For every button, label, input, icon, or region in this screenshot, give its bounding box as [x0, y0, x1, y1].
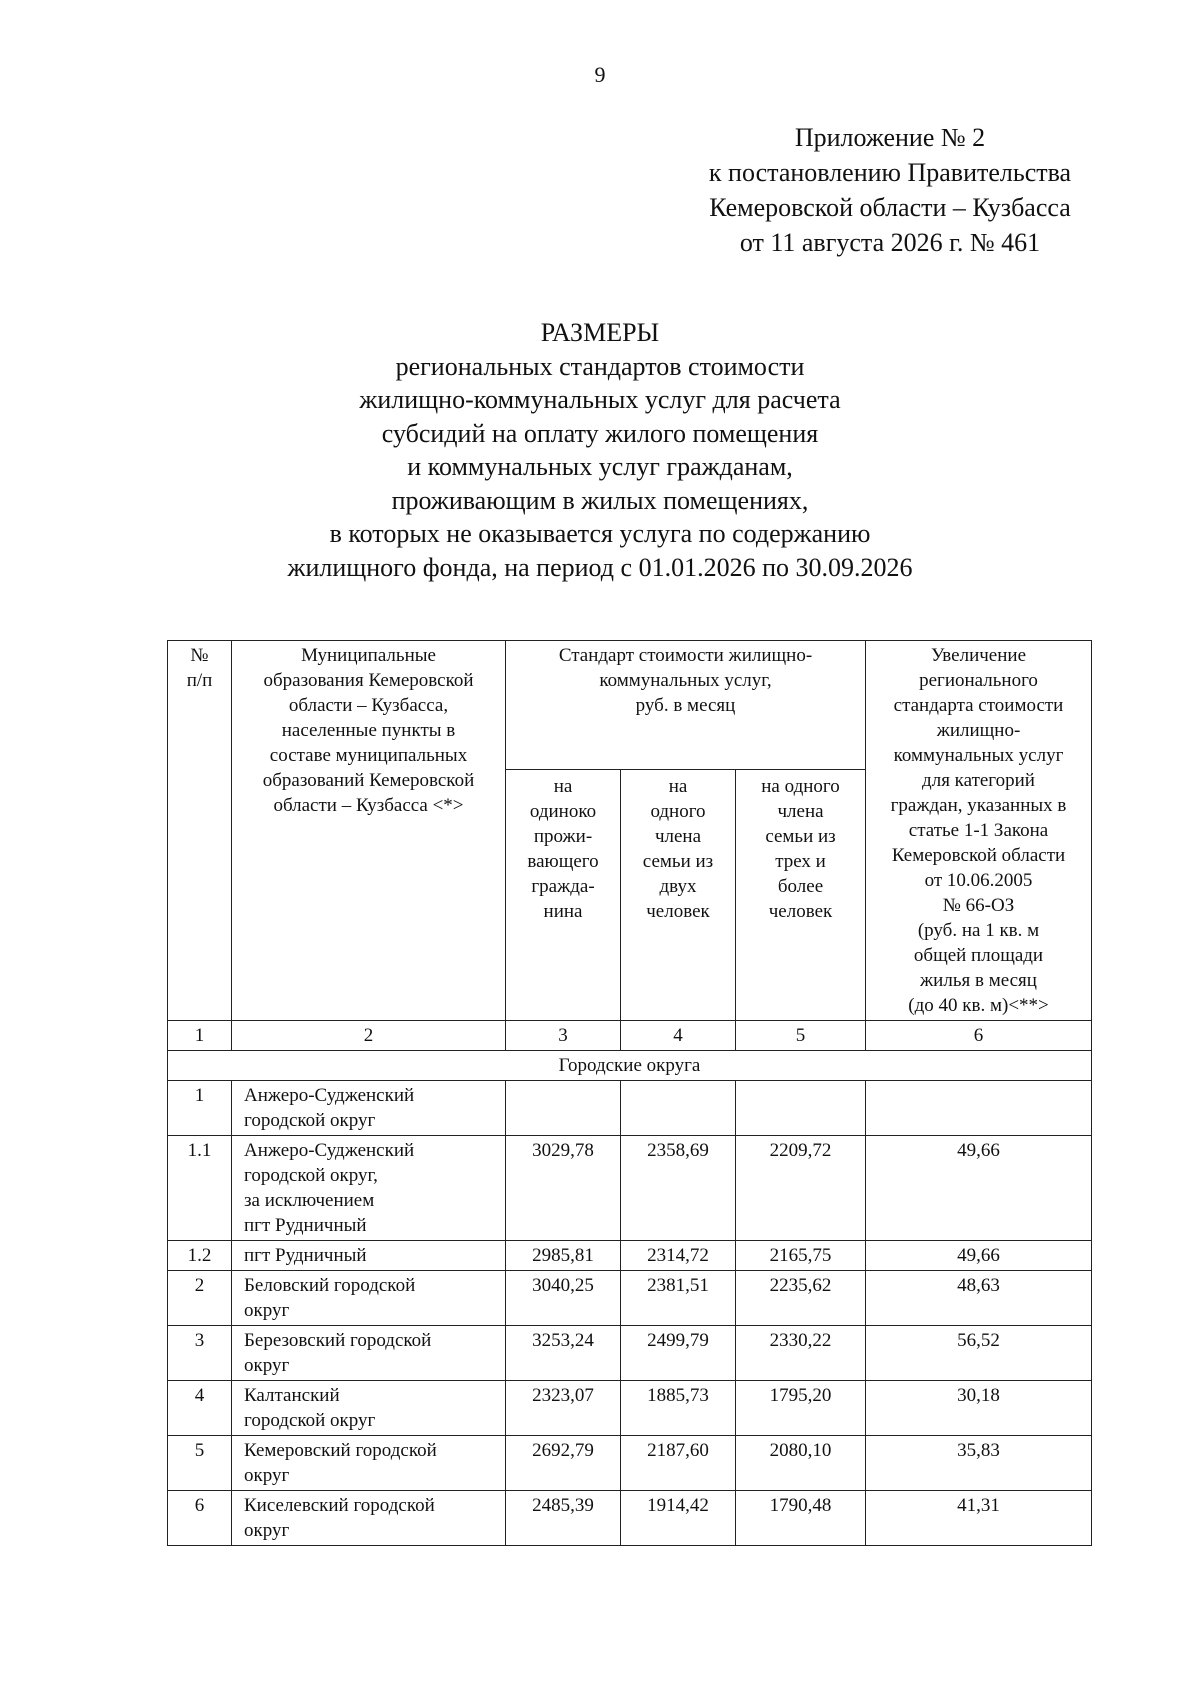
- municipality-name-line: Березовский городской: [244, 1330, 432, 1351]
- column-number: 3: [506, 1021, 621, 1051]
- standards-table: [167, 640, 1092, 1546]
- header-text-line: нина: [543, 901, 583, 923]
- header-text-line: на: [668, 776, 688, 798]
- header-text-line: гражда-: [531, 876, 595, 898]
- header-text-line: общей площади: [913, 945, 1044, 966]
- header-text-line: области – Кузбасса,: [288, 695, 449, 716]
- cost-three-plus: 2165,75: [736, 1241, 866, 1271]
- title-line: жилищно-коммунальных услуг для расчета: [359, 385, 841, 414]
- cost-single: 2692,79: [506, 1436, 621, 1491]
- header-text-line: Увеличение: [931, 645, 1027, 666]
- cost-single: 3040,25: [506, 1271, 621, 1326]
- municipality-name: [232, 1241, 506, 1271]
- header-text-line: Муниципальные: [301, 645, 436, 666]
- municipality-name: [232, 1326, 506, 1381]
- header-text-line: трех и: [775, 851, 826, 873]
- header-single: [506, 770, 621, 1021]
- cost-single: 2485,39: [506, 1491, 621, 1546]
- header-text-line: от 10.06.2005: [924, 870, 1033, 891]
- header-text-line: Стандарт стоимости жилищно-: [558, 645, 813, 666]
- row-number: 2: [168, 1271, 232, 1326]
- table-row: [168, 1491, 1092, 1546]
- municipality-name: [232, 1491, 506, 1546]
- column-number: 5: [736, 1021, 866, 1051]
- cost-two: 2358,69: [621, 1136, 736, 1241]
- header-text-line: статье 1-1 Закона: [908, 820, 1049, 841]
- appendix-header: [680, 120, 1100, 260]
- cost-single: 2323,07: [506, 1381, 621, 1436]
- municipality-name-line: округ: [244, 1355, 290, 1376]
- increase-value: 48,63: [866, 1271, 1092, 1326]
- appendix-line: Приложение № 2: [794, 123, 986, 152]
- header-text-line: двух: [659, 876, 697, 898]
- row-number: 1.2: [168, 1241, 232, 1271]
- municipality-name: [232, 1136, 506, 1241]
- section-title: Городские округа: [168, 1051, 1092, 1081]
- header-text-line: образований Кемеровской: [262, 770, 475, 791]
- municipality-name-line: городской округ: [244, 1110, 376, 1131]
- header-text-line: граждан, указанных в: [890, 795, 1067, 816]
- column-number: 1: [168, 1021, 232, 1051]
- header-text-line: стандарта стоимости: [893, 695, 1064, 716]
- increase-value: 35,83: [866, 1436, 1092, 1491]
- title-line: региональных стандартов стоимости: [395, 351, 805, 381]
- row-number: 1: [168, 1081, 232, 1136]
- row-number: 6: [168, 1491, 232, 1546]
- header-text-line: № 66-ОЗ: [942, 895, 1015, 916]
- row-number: 1.1: [168, 1136, 232, 1241]
- title-line: и коммунальных услуг гражданам,: [407, 452, 793, 481]
- header-text-line: области – Кузбасса <*>: [273, 795, 464, 816]
- header-text-line: семьи из: [642, 851, 714, 873]
- page-number: 9: [594, 62, 606, 87]
- municipality-name-line: городской округ,: [244, 1165, 378, 1186]
- cost-two: [621, 1081, 736, 1136]
- column-number: 6: [866, 1021, 1092, 1051]
- header-increase: [866, 641, 1092, 1021]
- cost-three-plus: 2330,22: [736, 1326, 866, 1381]
- municipality-name-line: округ: [244, 1465, 290, 1486]
- municipality-name-line: Кемеровский городской: [244, 1440, 437, 1461]
- table-row: [168, 1436, 1092, 1491]
- title-line: проживающим в жилых помещениях,: [391, 485, 809, 515]
- cost-single: 3029,78: [506, 1136, 621, 1241]
- appendix-line: Кемеровской области – Кузбасса: [709, 193, 1071, 222]
- header-text-line: п/п: [186, 670, 213, 691]
- header-text-line: коммунальных услуг,: [599, 670, 772, 691]
- cost-two: 2499,79: [621, 1326, 736, 1381]
- title-line: субсидий на оплату жилого помещения: [381, 418, 819, 448]
- row-number: 3: [168, 1326, 232, 1381]
- table-row: [168, 1136, 1092, 1241]
- header-three: [736, 770, 866, 1021]
- increase-value: [866, 1081, 1092, 1136]
- cost-two: 2314,72: [621, 1241, 736, 1271]
- header-text-line: жилья в месяц: [920, 970, 1037, 991]
- header-text-line: семьи из: [765, 826, 836, 848]
- header-text-line: коммунальных услуг: [893, 745, 1064, 766]
- table-row: [168, 1381, 1092, 1436]
- header-text-line: вающего: [527, 851, 599, 873]
- cost-three-plus: [736, 1081, 866, 1136]
- header-text-line: (до 40 кв. м)<**>: [908, 995, 1049, 1016]
- table-row: [168, 1326, 1092, 1381]
- header-text-line: более: [777, 876, 824, 898]
- section-row: [168, 1051, 1092, 1081]
- appendix-line: от 11 августа 2026 г. № 461: [739, 228, 1041, 257]
- header-text-line: регионального: [919, 670, 1038, 691]
- municipality-name-line: Беловский городской: [244, 1275, 416, 1296]
- cost-two: 1914,42: [621, 1491, 736, 1546]
- municipality-name-line: Анжеро-Судженский: [244, 1140, 415, 1161]
- increase-value: 49,66: [866, 1241, 1092, 1271]
- header-text-line: на: [553, 776, 573, 798]
- column-numbers-row: [168, 1021, 1092, 1051]
- header-text-line: человек: [646, 901, 710, 923]
- header-text-line: на одного: [761, 776, 840, 798]
- municipality-name-line: городской округ: [244, 1410, 376, 1431]
- increase-value: 49,66: [866, 1136, 1092, 1241]
- header-text-line: жилищно-: [936, 720, 1021, 741]
- cost-single: 3253,24: [506, 1326, 621, 1381]
- cost-two: 2187,60: [621, 1436, 736, 1491]
- cost-three-plus: 1795,20: [736, 1381, 866, 1436]
- municipality-name-line: за исключением: [244, 1190, 375, 1211]
- cost-three-plus: 1790,48: [736, 1491, 866, 1546]
- table-row: [168, 1241, 1092, 1271]
- header-text-line: руб. в месяц: [635, 695, 736, 716]
- municipality-name-line: Калтанский: [244, 1385, 340, 1406]
- table-header-row: [168, 641, 1092, 770]
- cost-three-plus: 2235,62: [736, 1271, 866, 1326]
- header-standard: [506, 641, 866, 770]
- municipality-name-line: округ: [244, 1520, 290, 1541]
- header-text-line: образования Кемеровской: [263, 670, 474, 691]
- header-text-line: для категорий: [922, 770, 1035, 791]
- row-number: 4: [168, 1381, 232, 1436]
- cost-two: 2381,51: [621, 1271, 736, 1326]
- header-two: [621, 770, 736, 1021]
- header-text-line: Кемеровской области: [891, 845, 1066, 866]
- municipality-name-line: округ: [244, 1300, 290, 1321]
- cost-three-plus: 2080,10: [736, 1436, 866, 1491]
- title-line: жилищного фонда, на период с 01.01.2026 по 30.09.2026: [287, 552, 913, 582]
- header-text-line: человек: [768, 901, 833, 923]
- municipality-name-line: Анжеро-Судженский: [244, 1085, 415, 1106]
- cost-single: 2985,81: [506, 1241, 621, 1271]
- table-row: [168, 1081, 1092, 1136]
- title-heading: РАЗМЕРЫ: [540, 318, 660, 347]
- municipality-name-line: пгт Рудничный: [244, 1245, 367, 1266]
- municipality-name: [232, 1271, 506, 1326]
- header-text-line: одиноко: [529, 801, 597, 823]
- municipality-name-line: Киселевский городской: [244, 1495, 435, 1516]
- header-text-line: одного: [650, 801, 706, 823]
- header-text-line: населенные пункты в: [281, 720, 456, 741]
- header-text-line: прожи-: [533, 826, 593, 848]
- cost-single: [506, 1081, 621, 1136]
- header-text-line: члена: [654, 826, 702, 848]
- municipality-name: [232, 1081, 506, 1136]
- header-text-line: составе муниципальных: [269, 745, 468, 766]
- cost-three-plus: 2209,72: [736, 1136, 866, 1241]
- column-number: 4: [621, 1021, 736, 1051]
- column-number: 2: [232, 1021, 506, 1051]
- document-title: [150, 316, 1050, 584]
- cost-two: 1885,73: [621, 1381, 736, 1436]
- municipality-name: [232, 1381, 506, 1436]
- table-row: [168, 1271, 1092, 1326]
- header-text-line: члена: [777, 801, 824, 823]
- header-text-line: №: [190, 645, 209, 666]
- increase-value: 56,52: [866, 1326, 1092, 1381]
- row-number: 5: [168, 1436, 232, 1491]
- header-num: [168, 641, 232, 1021]
- municipality-name-line: пгт Рудничный: [244, 1215, 367, 1236]
- header-municipality: [232, 641, 506, 1021]
- increase-value: 30,18: [866, 1381, 1092, 1436]
- header-text-line: (руб. на 1 кв. м: [917, 920, 1040, 941]
- appendix-line: к постановлению Правительства: [708, 158, 1072, 187]
- title-line: в которых не оказывается услуга по содержанию: [329, 519, 871, 548]
- increase-value: 41,31: [866, 1491, 1092, 1546]
- municipality-name: [232, 1436, 506, 1491]
